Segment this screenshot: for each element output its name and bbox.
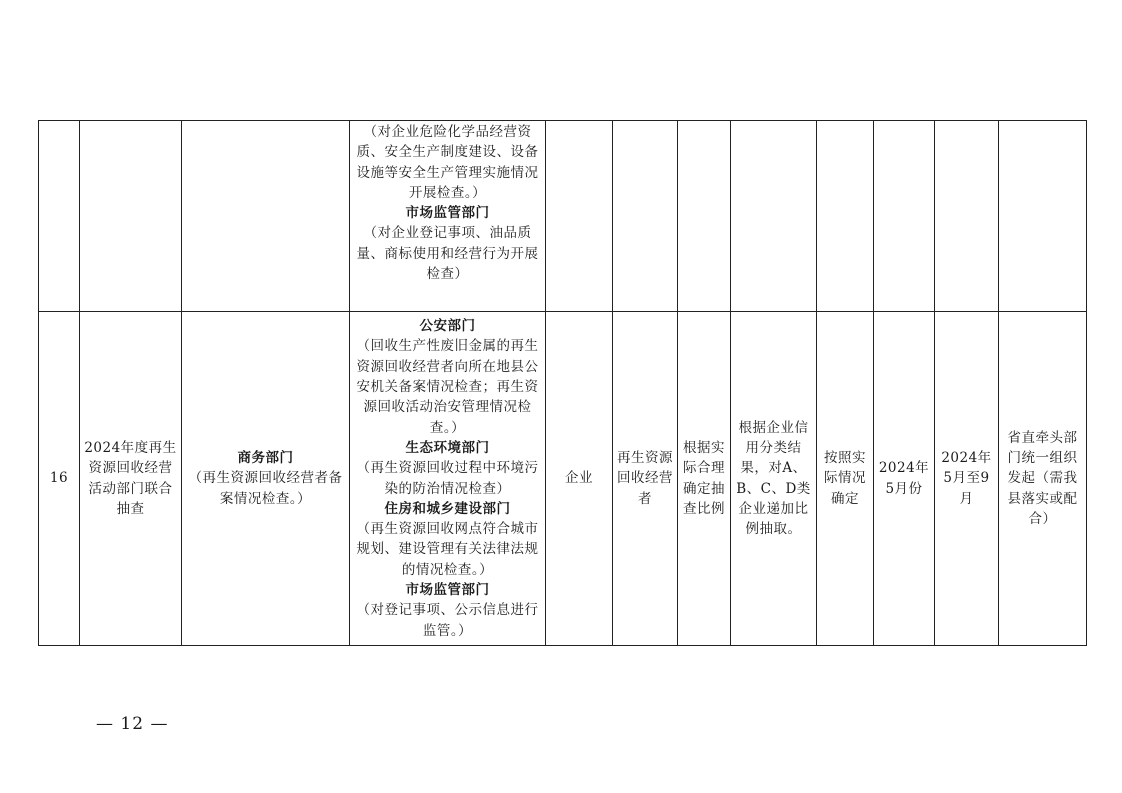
content-text: （再生资源回收过程中环境污染的防治情况检查）: [356, 460, 539, 497]
table-row-16: [39, 312, 1087, 646]
inspection-table: [38, 120, 1087, 646]
table-row-continuation: [39, 121, 1087, 312]
content-heading: 住房和城乡建设部门: [384, 500, 511, 517]
content-text: （对登记事项、公示信息进行监管。）: [356, 602, 539, 639]
cell-inspection-object: [546, 121, 613, 312]
cell-task-name: [80, 121, 182, 312]
content-text: （对企业危险化学品经营资质、安全生产制度建设、设备设施等安全生产管理实施情况开展检查。）: [356, 124, 539, 201]
cell-lead-department: [182, 312, 350, 646]
cell-inspection-content: [350, 121, 546, 312]
cell-inspection-content: [350, 312, 546, 646]
page-number: — 12 —: [96, 714, 169, 734]
lead-department-heading: 商务部门: [237, 450, 294, 467]
cell-sampling-ratio: [678, 121, 731, 312]
content-heading: 生态环境部门: [405, 439, 490, 456]
content-text: （再生资源回收网点符合城市规划、建设管理有关法律法规的情况检查。）: [356, 521, 539, 578]
cell-sampling-method: [731, 121, 817, 312]
content-heading: 市场监管部门: [405, 581, 490, 598]
cell-number: 16: [39, 312, 80, 646]
content-text: （对企业登记事项、油品质量、商标使用和经营行为开展检查）: [356, 225, 539, 283]
cell-task-name: 2024年度再生资源回收经营活动部门联合抽查: [80, 312, 182, 646]
cell-number: [39, 121, 80, 312]
cell-sampling-ratio: 根据实际合理确定抽查比例: [678, 312, 731, 646]
cell-start-time: 2024年5月份: [874, 312, 935, 646]
cell-sampling-method: 根据企业信用分类结果，对A、B、C、D类企业递加比例抽取。: [731, 312, 817, 646]
cell-remark: [999, 121, 1087, 312]
cell-period: [935, 121, 999, 312]
content-heading: 公安部门: [419, 318, 476, 335]
cell-frequency: 按照实际情况确定: [817, 312, 874, 646]
cell-frequency: [817, 121, 874, 312]
content-text: （回收生产性废旧金属的再生资源回收经营者向所在地县公安机关备案情况检查；再生资源回收活动治安管理情况检查。）: [356, 338, 539, 436]
content-heading: 市场监管部门: [405, 205, 490, 222]
cell-lead-department: [182, 121, 350, 312]
cell-period: 2024年5月至9月: [935, 312, 999, 646]
cell-object-scope: 再生资源回收经营者: [613, 312, 678, 646]
cell-start-time: [874, 121, 935, 312]
lead-department-text: （再生资源回收经营者备案情况检查。）: [188, 470, 343, 507]
cell-object-scope: [613, 121, 678, 312]
cell-remark: 省直牵头部门统一组织发起（需我县落实或配合）: [999, 312, 1087, 646]
cell-inspection-object: 企业: [546, 312, 613, 646]
